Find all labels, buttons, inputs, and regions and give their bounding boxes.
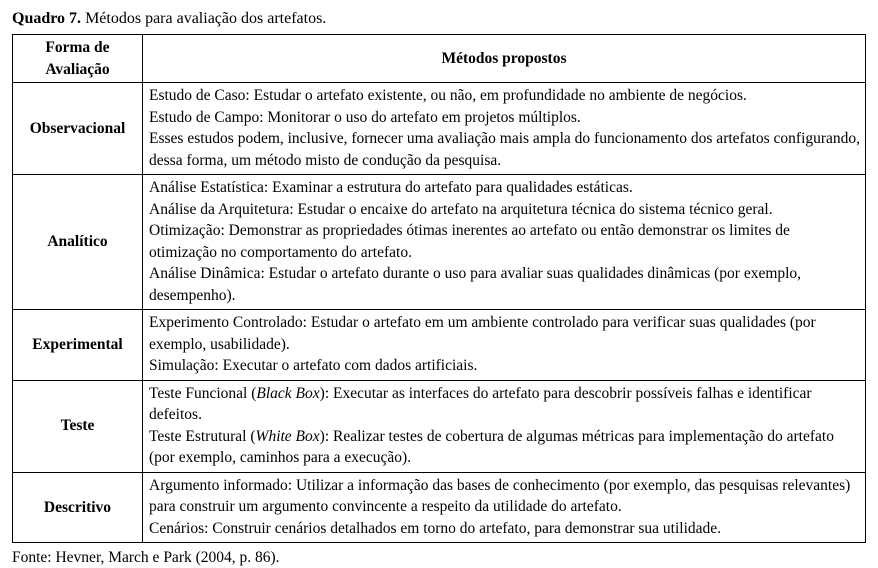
table-row xyxy=(13,175,866,310)
method-description: Estudo de Caso: Estudar o artefato existente, ou não, em profundidade no ambiente de negócios. xyxy=(149,87,747,104)
table-row xyxy=(13,310,866,381)
methods-cell xyxy=(143,310,866,381)
column-header-proposed-methods: Métodos propostos xyxy=(143,35,866,83)
table-caption xyxy=(12,9,866,29)
method-description: Teste Estrutural (White Box): Realizar testes de cobertura de algumas métricas para implementação do artefato (por exemplo, caminhos para a execução). xyxy=(149,427,834,466)
table-row xyxy=(13,380,866,472)
evaluation-form-cell: Observacional xyxy=(13,83,143,175)
methods-cell xyxy=(143,175,866,310)
evaluation-form-cell: Experimental xyxy=(13,310,143,381)
methods-cell xyxy=(143,83,866,175)
italic-term: Black Box xyxy=(256,384,320,402)
table-row xyxy=(13,472,866,543)
methods-cell xyxy=(143,472,866,543)
source-note: Fonte: Hevner, March e Park (2004, p. 86). xyxy=(12,549,280,566)
column-header-evaluation-form: Forma de Avaliação xyxy=(13,35,143,83)
header-row xyxy=(13,35,866,83)
method-description: Teste Funcional (Black Box): Executar as interfaces do artefato para descobrir possíveis falhas e identificar defeitos. xyxy=(149,384,812,423)
method-description: Esses estudos podem, inclusive, fornecer uma avaliação mais ampla do funcionamento dos artefatos configurando, dessa forma, um método misto de condução da pesquisa. xyxy=(149,130,861,169)
method-description: Simulação: Executar o artefato com dados artificiais. xyxy=(149,357,478,374)
caption-label: Quadro 7. xyxy=(12,10,82,27)
method-description: Experimento Controlado: Estudar o artefato em um ambiente controlado para verificar suas qualidades (por exemplo, usabilidade). xyxy=(149,314,816,353)
italic-term: White Box xyxy=(255,427,320,445)
method-description: Análise Dinâmica: Estudar o artefato durante o uso para avaliar suas qualidades dinâmicas (por exemplo, desempenho). xyxy=(149,265,802,304)
evaluation-form-cell: Teste xyxy=(13,380,143,472)
evaluation-methods-table xyxy=(12,34,866,543)
method-description: Otimização: Demonstrar as propriedades ótimas inerentes ao artefato ou então demonstrar os limites de otimização no comportamento do artefato. xyxy=(149,222,790,261)
methods-cell xyxy=(143,380,866,472)
caption-text: Métodos para avaliação dos artefatos. xyxy=(81,10,327,27)
method-description: Análise da Arquitetura: Estudar o encaixe do artefato na arquitetura técnica do sistema técnico geral. xyxy=(149,200,773,218)
method-description: Argumento informado: Utilizar a informação das bases de conhecimento (por exemplo, das pesquisas relevantes) para construir um argumento convincente a respeito da utilidade do artefato. xyxy=(149,476,851,515)
method-description: Estudo de Campo: Monitorar o uso do artefato em projetos múltiplos. xyxy=(149,108,581,126)
table-row xyxy=(13,83,866,175)
evaluation-form-cell: Analítico xyxy=(13,175,143,310)
table-body xyxy=(13,83,866,543)
evaluation-form-cell: Descritivo xyxy=(13,472,143,543)
method-description: Análise Estatística: Examinar a estrutura do artefato para qualidades estáticas. xyxy=(149,179,633,196)
method-description: Cenários: Construir cenários detalhados em torno do artefato, para demonstrar sua utilidade. xyxy=(149,519,722,537)
